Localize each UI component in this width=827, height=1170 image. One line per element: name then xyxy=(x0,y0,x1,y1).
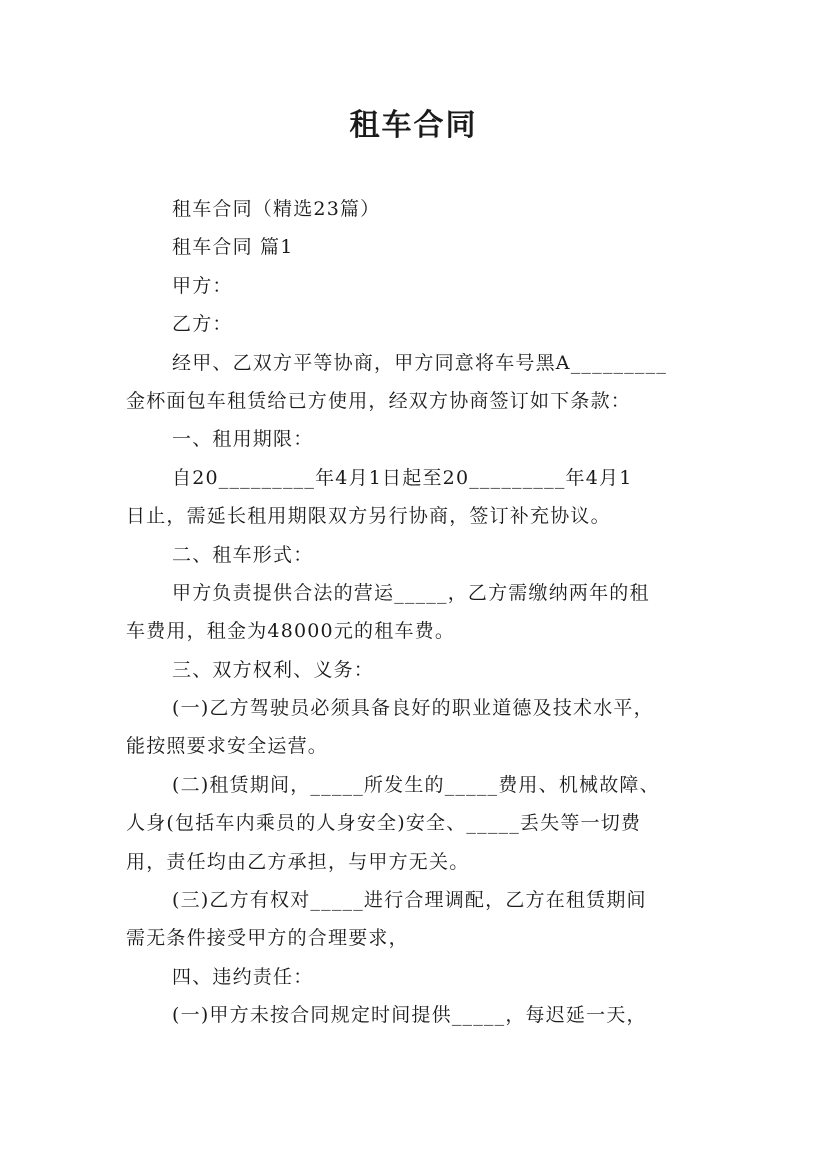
text-line: (三)乙方有权对_____进行合理调配，乙方在租赁期间 xyxy=(172,889,647,912)
text-line: 租车合同 篇1 xyxy=(172,236,294,259)
text-line: 人身(包括车内乘员的人身安全)安全、_____丢失等一切费 xyxy=(126,812,642,835)
document-body xyxy=(126,190,706,1035)
text-line: 乙方： xyxy=(172,313,233,336)
text-line: 车费用，租金为48000元的租车费。 xyxy=(126,620,456,643)
text-line: 经甲、乙双方平等协商，甲方同意将车号黑A_________ xyxy=(172,351,668,374)
text-line: 一、租用期限： xyxy=(172,428,314,451)
text-line: 需无条件接受甲方的合理要求， xyxy=(126,927,409,950)
text-line: 二、租车形式： xyxy=(172,543,314,566)
text-line: 甲方负责提供合法的营运_____，乙方需缴纳两年的租 xyxy=(172,581,650,604)
document-title: 租车合同 xyxy=(349,108,478,143)
text-line: (一)甲方未按合同规定时间提供_____，每迟延一天， xyxy=(172,1004,647,1027)
text-line: (二)租赁期间，_____所发生的_____费用、机械故障、 xyxy=(172,773,660,796)
text-line: (一)乙方驾驶员必须具备良好的职业道德及技术水平， xyxy=(172,697,654,720)
text-line: 能按照要求安全运营。 xyxy=(126,735,329,758)
text-line: 三、双方权利、义务： xyxy=(172,658,375,681)
text-line: 日止，需延长租用期限双方另行协商，签订补充协议。 xyxy=(126,505,611,528)
text-line: 租车合同（精选23篇） xyxy=(172,198,381,220)
text-line: 用，责任均由乙方承担，与甲方无关。 xyxy=(126,850,470,873)
text-line: 金杯面包车租赁给已方使用，经双方协商签订如下条款： xyxy=(126,389,632,412)
text-line: 自20_________年4月1日起至20_________年4月1 xyxy=(172,466,633,489)
text-line: 四、违约责任： xyxy=(172,965,314,988)
text-line: 甲方： xyxy=(172,274,233,297)
